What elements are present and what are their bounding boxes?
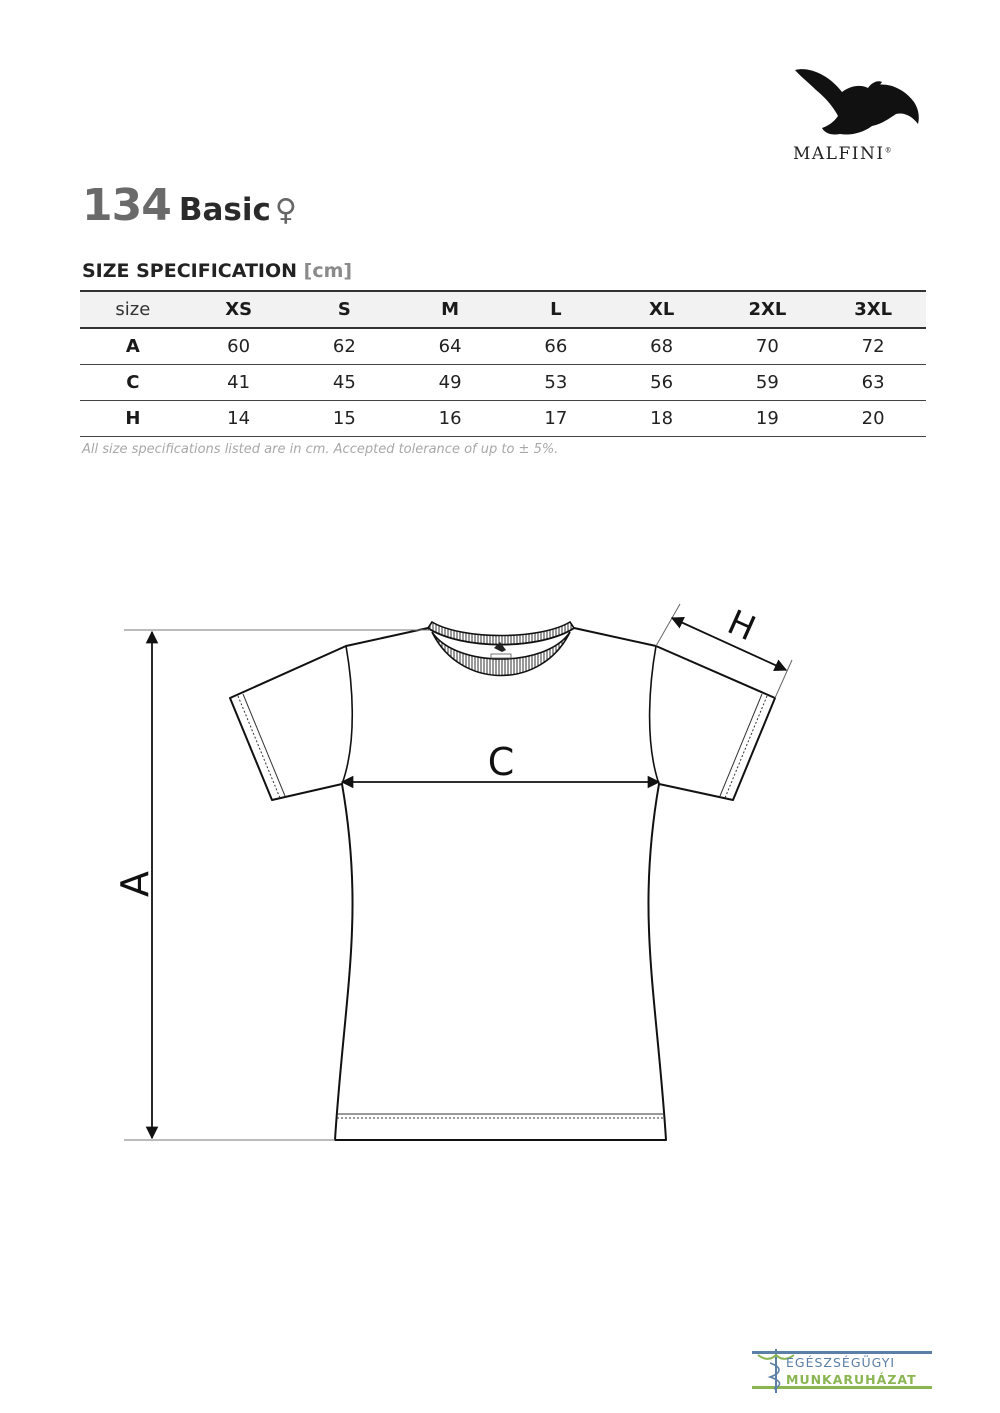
table-row-h	[80, 401, 926, 437]
col-header-xl: XL	[609, 291, 715, 328]
size-table	[80, 290, 926, 437]
table-cell: 62	[292, 328, 398, 365]
col-header-s: S	[292, 291, 398, 328]
product-number: 134	[82, 180, 171, 231]
table-row-c	[80, 365, 926, 401]
table-cell: 41	[186, 365, 292, 401]
table-cell: 53	[503, 365, 609, 401]
row-label: A	[80, 328, 186, 365]
footer-logo	[752, 1345, 934, 1395]
dimension-label-a: A	[113, 871, 157, 897]
table-row-a	[80, 328, 926, 365]
table-cell: 64	[397, 328, 503, 365]
table-cell: 60	[186, 328, 292, 365]
table-cell: 15	[292, 401, 398, 437]
table-cell: 49	[397, 365, 503, 401]
table-cell: 18	[609, 401, 715, 437]
footer-line-2: MUNKARUHÁZAT	[786, 1372, 917, 1387]
tshirt-diagram	[0, 560, 1000, 1180]
row-label: H	[80, 401, 186, 437]
table-cell: 63	[820, 365, 926, 401]
brand-logo	[790, 62, 930, 172]
product-name: Basic	[178, 192, 271, 228]
dimension-label-c: C	[487, 740, 515, 784]
col-header-size: size	[80, 291, 186, 328]
row-label: C	[80, 365, 186, 401]
brand-name: MALFINI®	[793, 144, 894, 164]
eagle-icon	[790, 62, 930, 142]
table-cell: 68	[609, 328, 715, 365]
table-cell: 66	[503, 328, 609, 365]
table-cell: 72	[820, 328, 926, 365]
table-cell: 20	[820, 401, 926, 437]
table-cell: 14	[186, 401, 292, 437]
tolerance-note: All size specifications listed are in cm. Accepted tolerance of up to ± 5%.	[82, 442, 559, 457]
spec-heading: SIZE SPECIFICATION [cm]	[82, 260, 353, 282]
col-header-3xl: 3XL	[820, 291, 926, 328]
table-cell: 19	[715, 401, 821, 437]
table-cell: 56	[609, 365, 715, 401]
table-cell: 59	[715, 365, 821, 401]
size-header-row	[80, 291, 926, 328]
col-header-l: L	[503, 291, 609, 328]
col-header-m: M	[397, 291, 503, 328]
table-cell: 16	[397, 401, 503, 437]
caduceus-icon	[752, 1345, 934, 1395]
table-cell: 70	[715, 328, 821, 365]
table-cell: 17	[503, 401, 609, 437]
col-header-xs: XS	[186, 291, 292, 328]
table-cell: 45	[292, 365, 398, 401]
female-symbol: ♀	[274, 193, 297, 228]
product-title	[82, 180, 297, 231]
footer-line-1: EGÉSZSÉGÜGYI	[786, 1355, 896, 1370]
tshirt-outline	[230, 628, 775, 1140]
col-header-2xl: 2XL	[715, 291, 821, 328]
dimension-label-h: H	[721, 602, 762, 650]
